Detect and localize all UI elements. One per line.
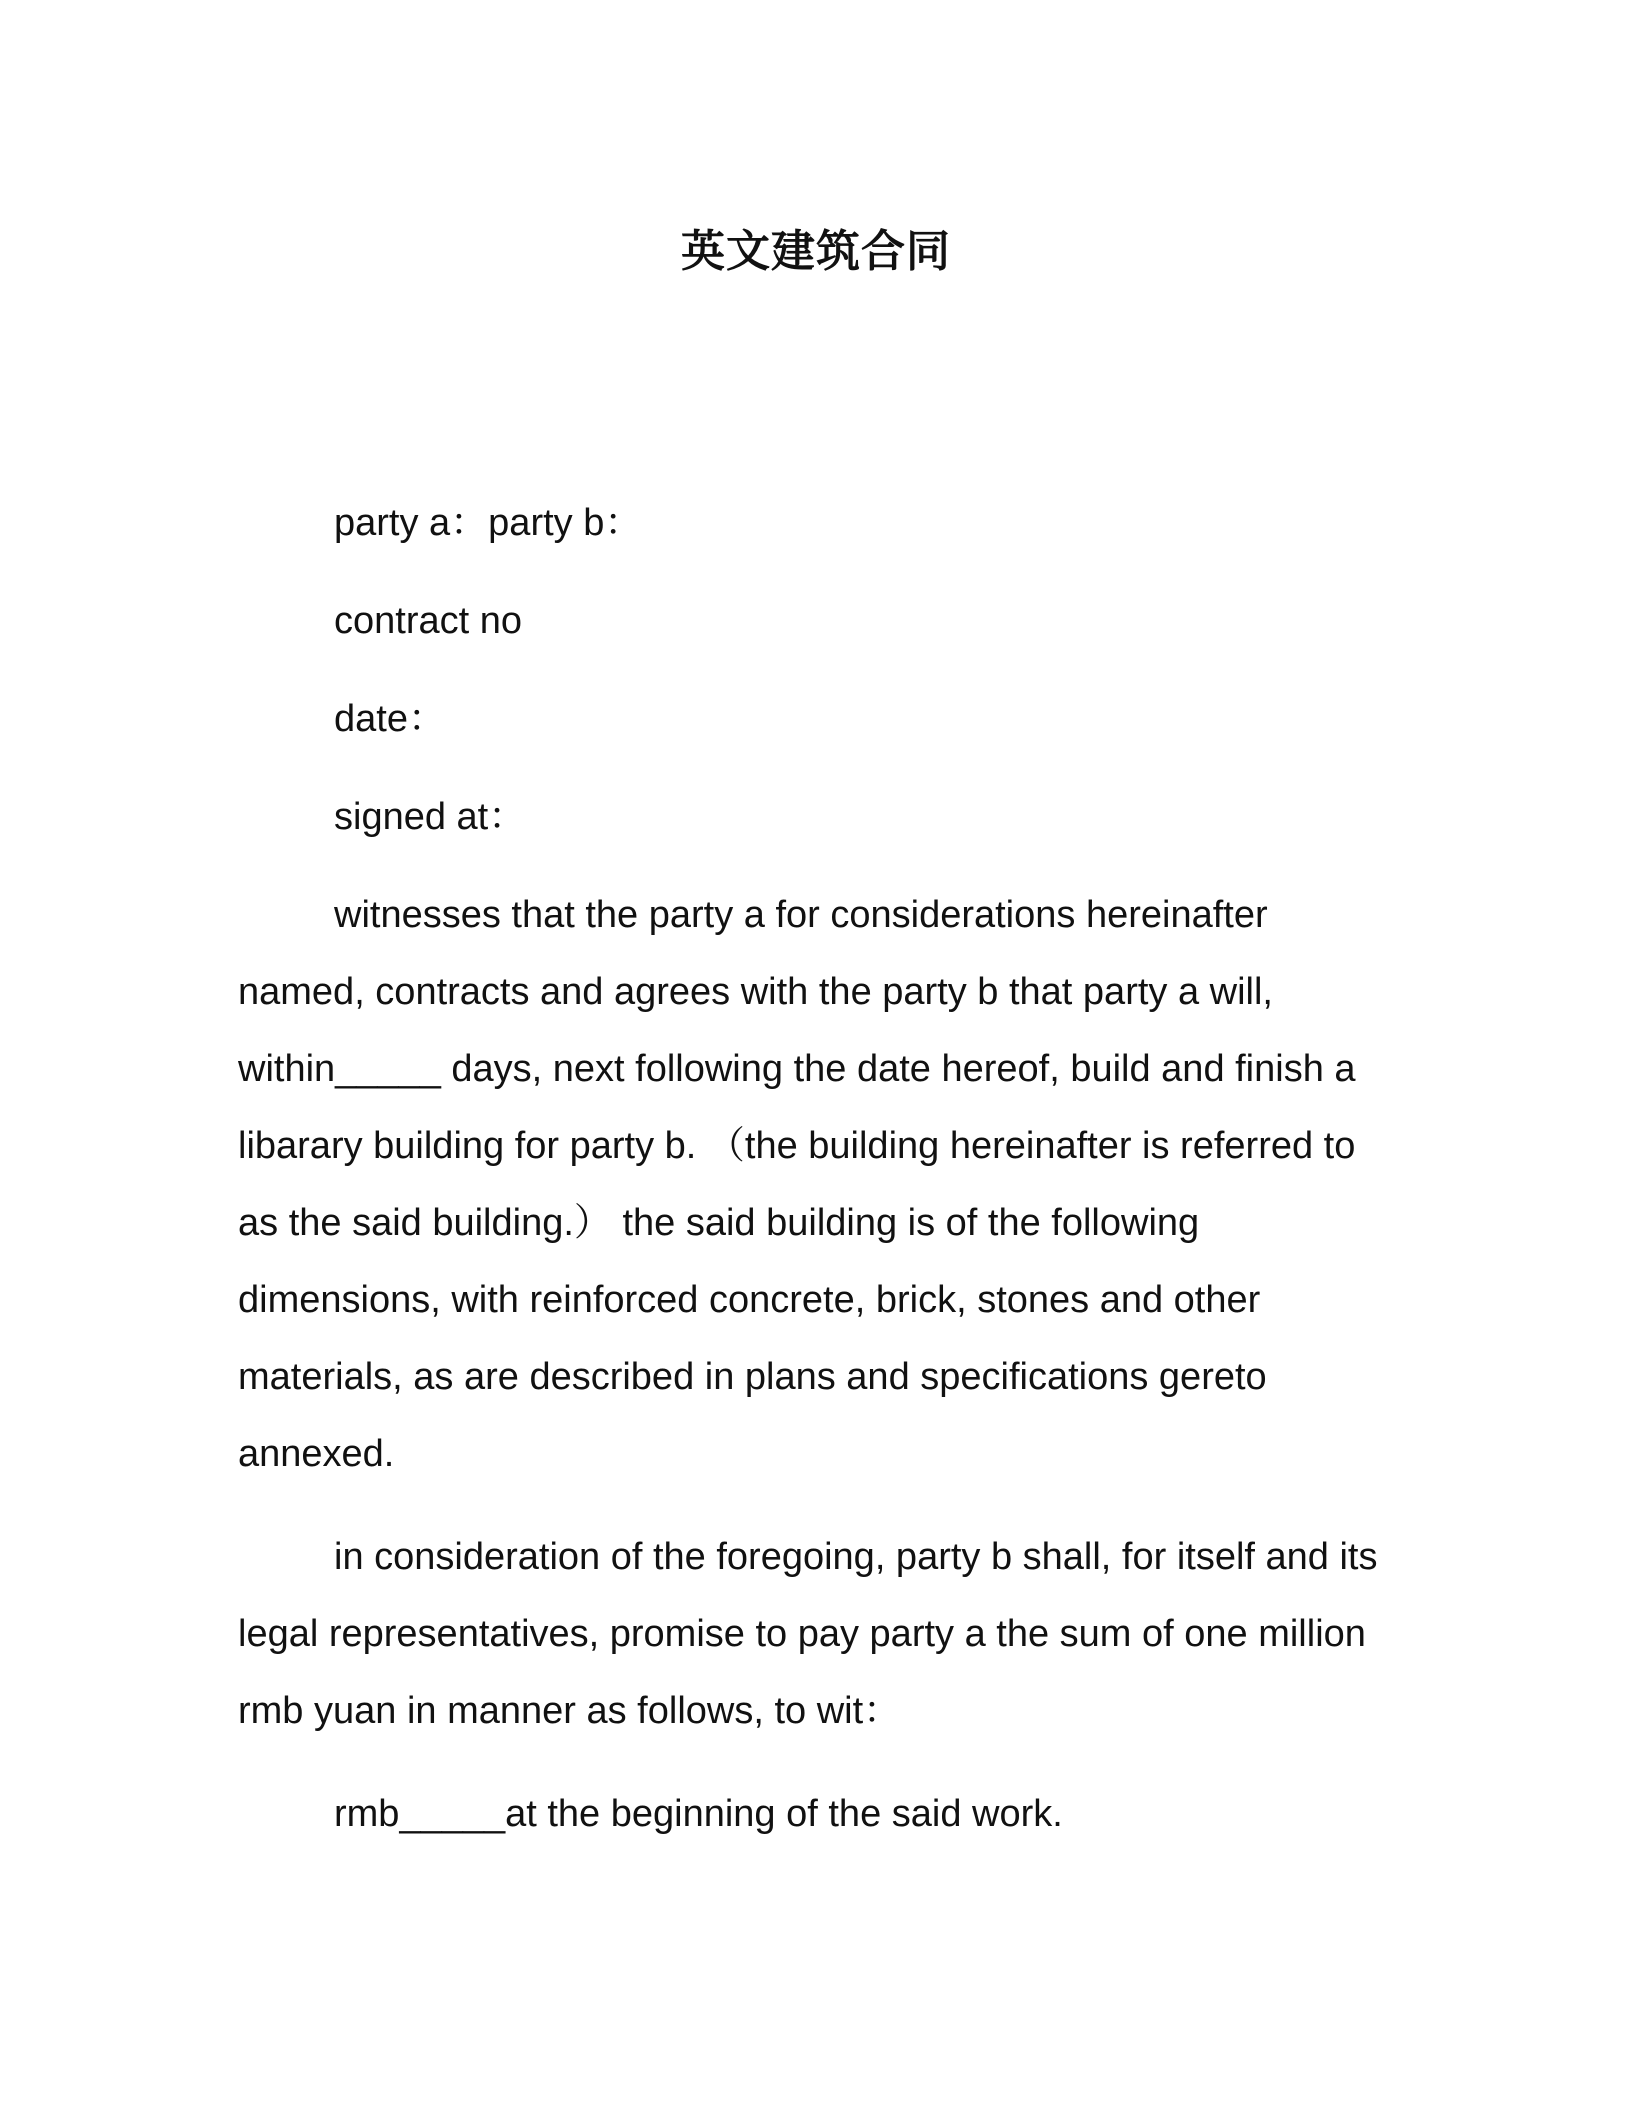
witnesses-paragraph: witnesses that the party a for considerations hereinafter named, contracts and agrees with the party b that party a will, within_____ days, next following the date hereof, build and finish a libarary building for party b. （the building hereinafter is referred to as the said building.） the said building is of the following dimensions, with reinforced concrete, brick, stones and other materials, as are described in plans and specifications gereto annexed. [238,894,1356,1475]
date-line: date： [334,698,446,740]
payment-line: rmb_____at the beginning of the said work. [334,1793,1063,1835]
consideration-paragraph: in consideration of the foregoing, party b shall, for itself and its legal representatives, promise to pay party a the sum of one million rmb yuan in manner as follows, to wit： [238,1536,1378,1732]
party-line: party a：party b： [334,502,643,544]
contract-no-line: contract no [334,600,522,642]
document-body [238,485,1388,1853]
document-title: 英文建筑合同 [681,226,951,277]
signed-at-line: signed at： [334,796,527,838]
